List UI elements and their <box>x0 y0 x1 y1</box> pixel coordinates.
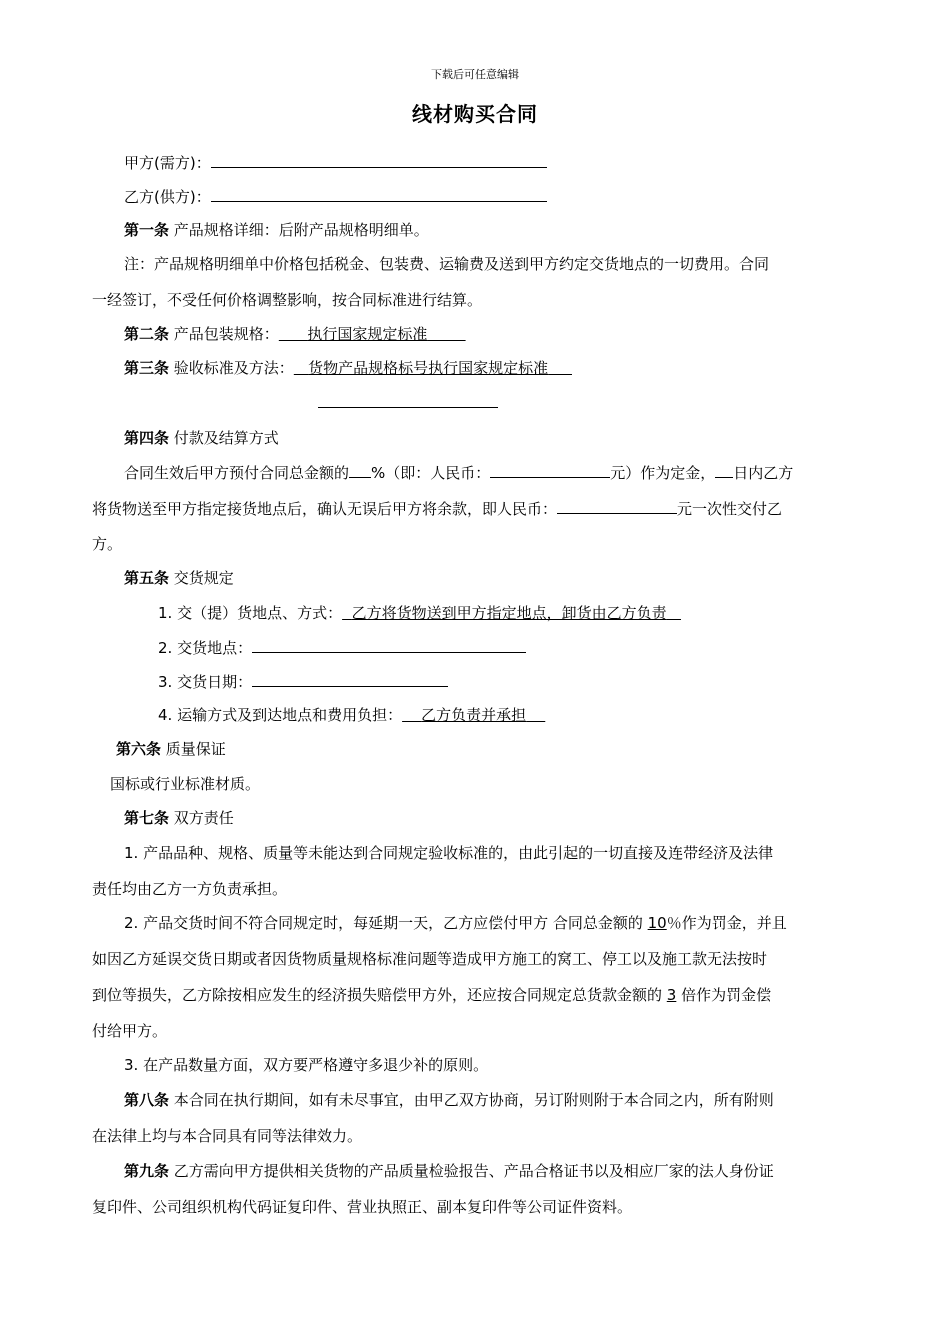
article-3-extra-blank[interactable] <box>318 392 498 408</box>
article-4-line-3: 方。 <box>92 535 123 553</box>
article-7-p2-l1-a: 2. 产品交货时间不符合同规定时，每延期一天，乙方应偿付甲方 合同总金额的 <box>124 914 648 932</box>
article-2-value-text: 执行国家规定标准 <box>307 325 428 343</box>
article-5-item-2 <box>158 637 526 658</box>
deposit-percent-blank[interactable] <box>349 462 371 478</box>
article-4-l1-d: 日内乙方 <box>733 464 794 482</box>
article-9-heading: 第九条 <box>124 1162 170 1180</box>
article-2-value <box>279 325 466 343</box>
article-3-heading: 第三条 <box>124 359 170 377</box>
article-4-l1-c: 元）作为定金， <box>610 464 716 482</box>
article-9-text: 乙方需向甲方提供相关货物的产品质量检验报告、产品合格证书以及相应厂家的法人身份证 <box>173 1162 774 1180</box>
article-7-p2-line-2: 如因乙方延误交货日期或者因货物质量规格标准问题等造成甲方施工的窝工、停工以及施工款无法按时 <box>92 950 768 968</box>
article-5-item-1-value-text: 乙方将货物送到甲方指定地点，卸货由乙方负责 <box>351 604 667 622</box>
article-8-line-2: 在法律上均与本合同具有同等法律效力。 <box>92 1127 363 1145</box>
article-7-p2-line-3 <box>92 985 771 1005</box>
article-4-l1-a: 合同生效后甲方预付合同总金额的 <box>124 464 350 482</box>
article-1-heading: 第一条 <box>124 221 170 239</box>
article-6-heading: 第六条 <box>116 740 162 758</box>
party-b-line <box>124 186 547 207</box>
article-5-item-4-value-text: 乙方负责并承担 <box>421 706 527 724</box>
article-5-item-1 <box>158 603 681 623</box>
article-7-p2-line-4: 付给甲方。 <box>92 1022 168 1040</box>
party-a-line <box>124 152 547 173</box>
article-7 <box>124 808 234 828</box>
deposit-amount-blank[interactable] <box>490 462 610 478</box>
article-2-text: 产品包装规格： <box>173 325 279 343</box>
delivery-place-blank[interactable] <box>252 637 526 653</box>
article-5 <box>124 568 234 588</box>
article-5-heading: 第五条 <box>124 569 170 587</box>
article-7-heading: 第七条 <box>124 809 170 827</box>
party-b-blank[interactable] <box>211 186 547 202</box>
party-a-blank[interactable] <box>211 152 547 168</box>
delivery-days-blank[interactable] <box>715 462 733 478</box>
article-4-text: 付款及结算方式 <box>173 429 279 447</box>
article-7-p3: 3. 在产品数量方面，双方要严格遵守多退少补的原则。 <box>124 1056 489 1074</box>
article-5-item-3-label: 3. 交货日期： <box>158 673 253 691</box>
article-8-heading: 第八条 <box>124 1091 170 1109</box>
article-4 <box>124 428 279 448</box>
article-7-p2-l3-b: 倍作为罚金偿 <box>676 986 772 1004</box>
article-1 <box>124 220 429 240</box>
article-5-item-4 <box>158 705 545 725</box>
article-7-p2-line-1 <box>124 913 787 933</box>
article-9-line-1 <box>124 1161 774 1181</box>
article-4-line-2 <box>92 498 782 519</box>
penalty-times-value: 3 <box>666 986 677 1004</box>
article-5-item-2-label: 2. 交货地点： <box>158 639 253 657</box>
article-3-value-text: 货物产品规格标号执行国家规定标准 <box>308 359 549 377</box>
article-4-l1-b: %（即：人民币： <box>371 464 491 482</box>
article-2-heading: 第二条 <box>124 325 170 343</box>
article-3-extra-blank-line <box>318 392 498 413</box>
article-3 <box>124 358 572 378</box>
balance-amount-blank[interactable] <box>557 498 677 514</box>
note-line-2: 一经签订，不受任何价格调整影响，按合同标准进行结算。 <box>92 291 483 309</box>
note-line-1: 注：产品规格明细单中价格包括税金、包装费、运输费及送到甲方约定交货地点的一切费用。合同 <box>124 255 770 273</box>
header-note: 下载后可任意编辑 <box>431 68 519 81</box>
article-7-p1-line-2: 责任均由乙方一方负责承担。 <box>92 880 288 898</box>
article-6 <box>116 739 226 759</box>
article-5-item-4-value <box>402 706 545 724</box>
penalty-percent-value: 10 <box>647 914 667 932</box>
article-3-text: 验收标准及方法： <box>173 359 294 377</box>
article-5-item-4-label: 4. 运输方式及到达地点和费用负担： <box>158 706 403 724</box>
article-5-text: 交货规定 <box>173 569 234 587</box>
article-6-body: 国标或行业标准材质。 <box>110 775 261 793</box>
article-8-text: 本合同在执行期间，如有未尽事宜，由甲乙双方协商，另订附则附于本合同之内，所有附则 <box>173 1091 774 1109</box>
article-2 <box>124 324 466 344</box>
article-4-heading: 第四条 <box>124 429 170 447</box>
article-5-item-1-value <box>342 604 681 622</box>
article-7-text: 双方责任 <box>173 809 234 827</box>
article-1-text: 产品规格详细：后附产品规格明细单。 <box>173 221 429 239</box>
article-7-p1-line-1: 1. 产品品种、规格、质量等未能达到合同规定验收标准的，由此引起的一切直接及连带经济及法律 <box>124 844 774 862</box>
delivery-date-blank[interactable] <box>252 671 448 687</box>
party-a-label: 甲方(需方)： <box>124 154 211 172</box>
party-b-label: 乙方(供方)： <box>124 188 211 206</box>
article-9-line-2: 复印件、公司组织机构代码证复印件、营业执照正、副本复印件等公司证件资料。 <box>92 1198 633 1216</box>
article-6-text: 质量保证 <box>165 740 226 758</box>
article-8-line-1 <box>124 1090 774 1110</box>
article-7-p2-l3-a: 到位等损失，乙方除按相应发生的经济损失赔偿甲方外，还应按合同规定总货款金额的 <box>92 986 667 1004</box>
article-4-line-1 <box>124 462 793 483</box>
article-3-value <box>294 359 572 377</box>
article-5-item-3 <box>158 671 448 692</box>
article-4-l2-b: 元一次性交付乙 <box>677 500 783 518</box>
contract-title: 线材购买合同 <box>412 102 538 126</box>
article-7-p2-l1-b: ％作为罚金，并且 <box>666 914 787 932</box>
article-4-l2-a: 将货物送至甲方指定接货地点后，确认无误后甲方将余款，即人民币： <box>92 500 558 518</box>
article-5-item-1-label: 1. 交（提）货地点、方式： <box>158 604 343 622</box>
